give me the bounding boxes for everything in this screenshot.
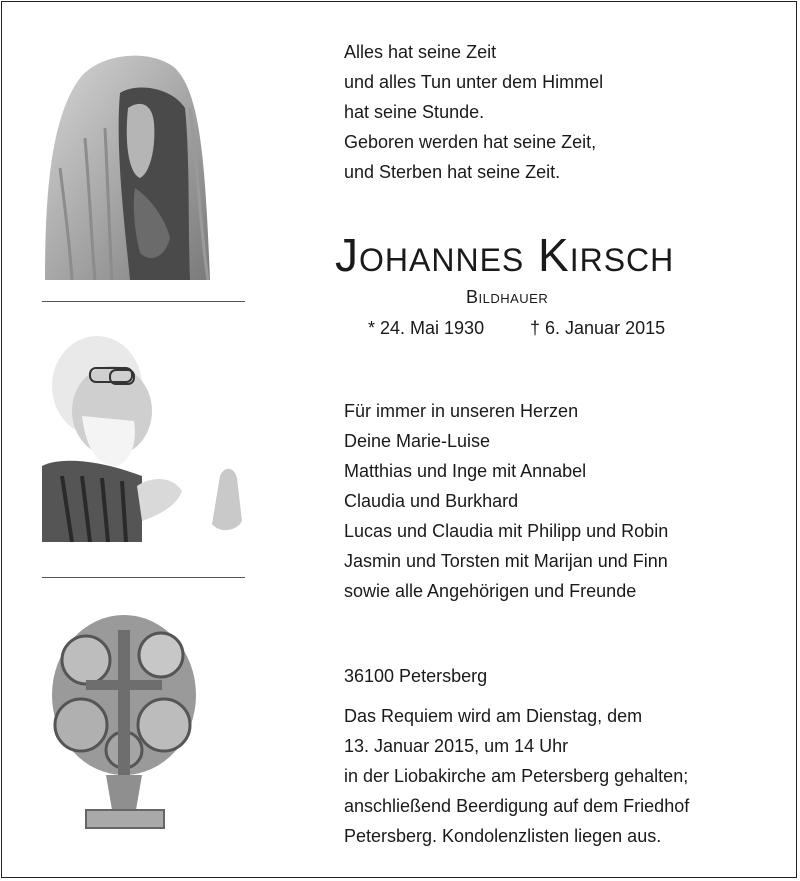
poem: [344, 37, 603, 187]
funeral-line: 13. Januar 2015, um 14 Uhr: [344, 736, 569, 756]
mourner-line: sowie alle Angehörigen und Freunde: [344, 581, 637, 601]
mourner-line: Für immer in unseren Herzen: [344, 401, 579, 421]
funeral-line: in der Liobakirche am Petersberg gehalten;: [344, 766, 689, 786]
death-date: † 6. Januar 2015: [530, 318, 666, 338]
funeral-line: Petersberg. Kondolenzlisten liegen aus.: [344, 826, 662, 846]
mourner-line: Matthias und Inge mit Annabel: [344, 461, 587, 481]
divider-1: [42, 301, 245, 302]
tree-sculpture-image: [46, 610, 204, 838]
portrait-photo-image: [42, 326, 254, 542]
mourner-line: Lucas und Claudia mit Philipp und Robin: [344, 521, 669, 541]
mourners: [344, 396, 668, 606]
poem-line: und Sterben hat seine Zeit.: [344, 162, 561, 182]
profession: Bildhauer: [466, 287, 549, 307]
address: 36100 Petersberg: [344, 666, 488, 686]
deceased-name: Johannes Kirsch: [335, 229, 675, 281]
funeral-line: anschließend Beerdigung auf dem Friedhof: [344, 796, 690, 816]
birth-date: * 24. Mai 1930: [368, 318, 485, 338]
poem-line: Geboren werden hat seine Zeit,: [344, 132, 597, 152]
poem-line: Alles hat seine Zeit: [344, 42, 497, 62]
mourner-line: Claudia und Burkhard: [344, 491, 519, 511]
poem-line: und alles Tun unter dem Himmel: [344, 72, 604, 92]
mourner-line: Jasmin und Torsten mit Marijan und Finn: [344, 551, 668, 571]
hooded-figure-sculpture-image: [40, 48, 220, 280]
funeral-info: [344, 701, 689, 851]
divider-2: [42, 577, 245, 578]
poem-line: hat seine Stunde.: [344, 102, 485, 122]
mourner-line: Deine Marie-Luise: [344, 431, 491, 451]
funeral-line: Das Requiem wird am Dienstag, dem: [344, 706, 643, 726]
